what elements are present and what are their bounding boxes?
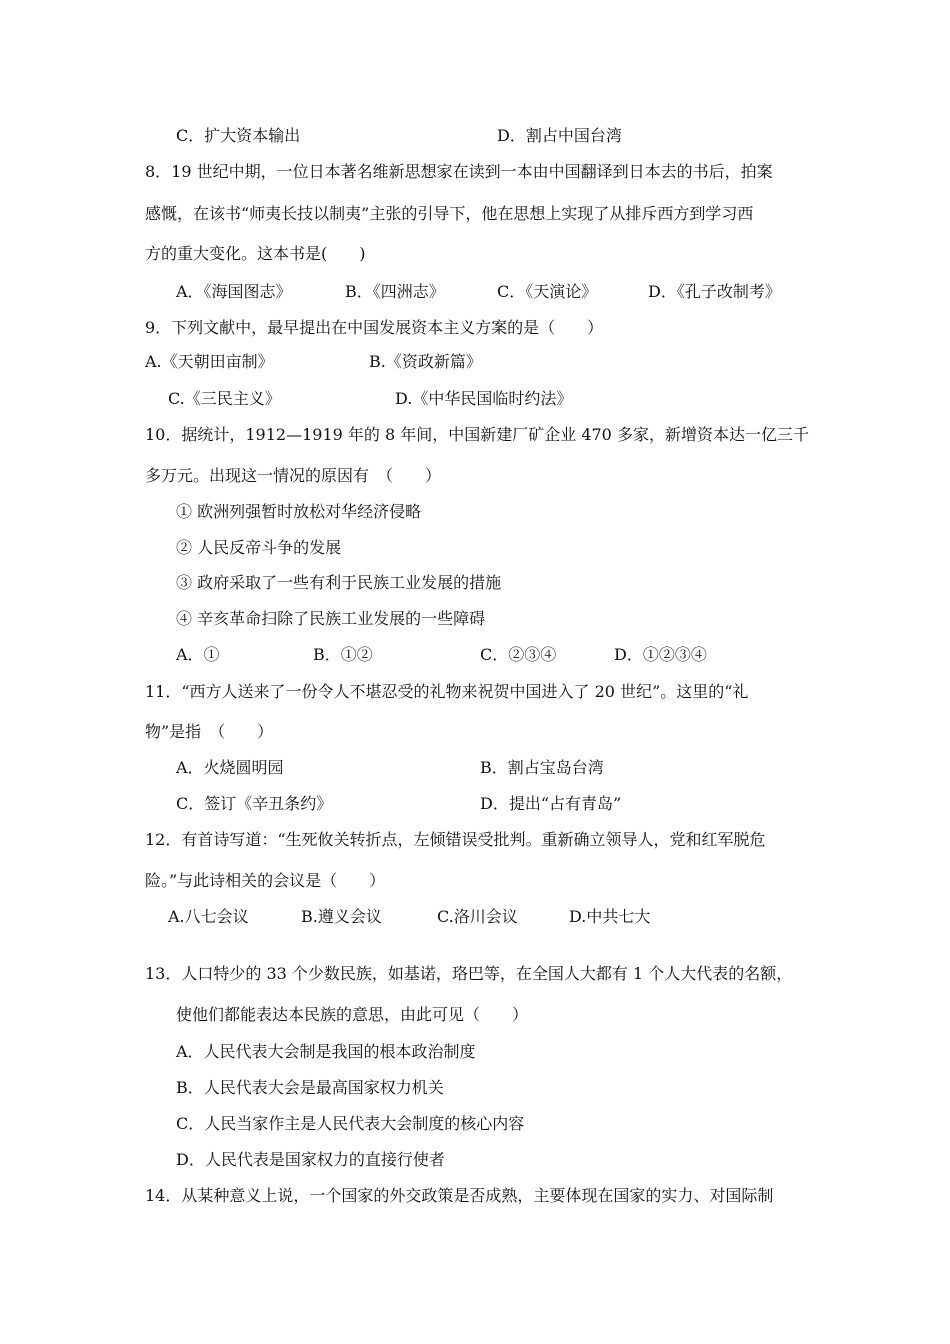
q9-option-d: D.《中华民国临时约法》 <box>395 389 573 408</box>
q8-option-b: B．《四洲志》 <box>345 282 445 301</box>
q9-option-a: A.《天朝田亩制》 <box>145 352 274 371</box>
q10-option-d: D．①②③④ <box>614 645 707 664</box>
q8-stem-line-1: 8．19 世纪中期，一位日本著名维新思想家在读到一本由中国翻译到日本去的书后，拍案 <box>145 162 773 181</box>
q8-option-c: C．《天演论》 <box>497 282 598 301</box>
q10-item-1: ① 欧洲列强暂时放松对华经济侵略 <box>176 502 422 521</box>
q10-item-2: ② 人民反帝斗争的发展 <box>176 538 342 557</box>
q11-option-c: C．签订《辛丑条约》 <box>176 794 333 813</box>
q7-option-c: C．扩大资本输出 <box>176 126 301 145</box>
q11-stem-line-1: 11．“西方人送来了一份令人不堪忍受的礼物来祝贺中国进入了 20 世纪”。这里的“礼 <box>145 682 749 701</box>
q11-option-b: B．割占宝岛台湾 <box>480 758 604 777</box>
q12-option-a: A.八七会议 <box>168 907 249 926</box>
q10-option-b: B．①② <box>313 645 373 664</box>
q8-option-d: D．《孔子改制考》 <box>648 282 781 301</box>
q13-option-d: D．人民代表是国家权力的直接行使者 <box>176 1150 445 1169</box>
q13-option-a: A．人民代表大会制是我国的根本政治制度 <box>176 1042 476 1061</box>
q10-option-a: A．① <box>176 645 220 664</box>
q8-stem-line-3: 方的重大变化。这本书是( ) <box>145 244 366 263</box>
q10-option-c: C．②③④ <box>480 645 557 664</box>
q13-option-b: B．人民代表大会是最高国家权力机关 <box>176 1078 444 1097</box>
q11-option-a: A．火烧圆明园 <box>176 758 284 777</box>
q8-option-a: A．《海国图志》 <box>176 282 292 301</box>
q12-option-d: D.中共七大 <box>569 907 651 926</box>
q12-option-b: B.遵义会议 <box>301 907 382 926</box>
q13-stem-line-1: 13．人口特少的 33 个少数民族，如基诺，珞巴等，在全国人大都有 1 个人大代表的名额， <box>145 964 793 983</box>
q13-stem-line-2: 使他们都能表达本民族的意思，由此可见（ ） <box>176 1005 529 1024</box>
q7-option-d: D．割占中国台湾 <box>497 126 622 145</box>
q12-option-c: C.洛川会议 <box>437 907 518 926</box>
q9-stem: 9．下列文献中，最早提出在中国发展资本主义方案的是（ ） <box>145 318 604 337</box>
q10-stem-line-2: 多万元。出现这一情况的原因有 （ ） <box>145 466 442 485</box>
q14-stem-line-1: 14．从某种意义上说，一个国家的外交政策是否成熟，主要体现在国家的实力、对国际制 <box>145 1186 774 1205</box>
q12-stem-line-2: 险。”与此诗相关的会议是（ ） <box>145 871 386 890</box>
q12-stem-line-1: 12．有首诗写道：“生死攸关转折点，左倾错误受批判。重新确立领导人，党和红军脱危 <box>145 830 766 849</box>
q9-option-b: B.《资政新篇》 <box>369 352 482 371</box>
q10-item-4: ④ 辛亥革命扫除了民族工业发展的一些障碍 <box>176 609 486 628</box>
q13-option-c: C．人民当家作主是人民代表大会制度的核心内容 <box>176 1114 525 1133</box>
q11-stem-line-2: 物”是指 （ ） <box>145 722 274 741</box>
q11-option-d: D．提出“占有青岛” <box>480 794 622 813</box>
q10-item-3: ③ 政府采取了一些有利于民族工业发展的措施 <box>176 573 502 592</box>
q8-stem-line-2: 感慨，在该书“师夷长技以制夷”主张的引导下，他在思想上实现了从排斥西方到学习西 <box>145 204 754 223</box>
q9-option-c: C.《三民主义》 <box>168 389 281 408</box>
q10-stem-line-1: 10．据统计，1912—1919 年的 8 年间，中国新建厂矿企业 470 多家，新增资本达一亿三千 <box>145 425 809 444</box>
